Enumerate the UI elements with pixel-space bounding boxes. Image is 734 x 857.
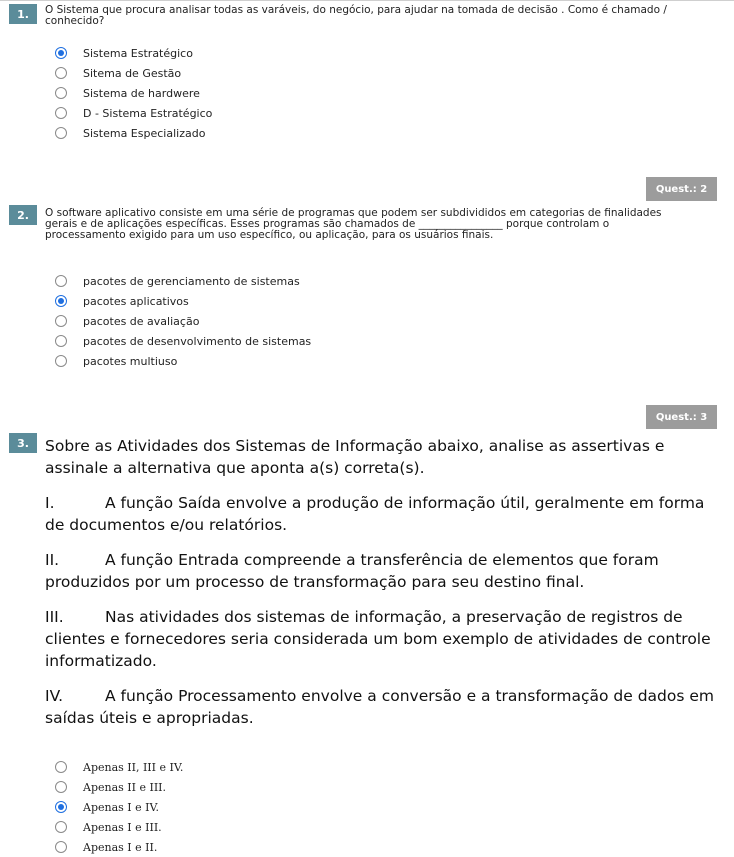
assertive-text: A função Processamento envolve a conversão e a transformação de dados em saídas úteis e apropriadas. (45, 687, 714, 727)
answer-option[interactable] (55, 780, 166, 794)
answer-option[interactable] (55, 820, 162, 834)
assertive-number: III. (45, 608, 64, 626)
quest-tag: Quest.: 2 (646, 177, 717, 201)
answer-option[interactable] (55, 46, 193, 60)
radio-button-checked[interactable] (55, 47, 67, 59)
answer-option-label[interactable]: Apenas I e II. (83, 840, 158, 854)
radio-button-checked[interactable] (55, 801, 67, 813)
answer-option[interactable] (55, 314, 199, 328)
radio-button[interactable] (55, 781, 67, 793)
assertive-text: A função Entrada compreende a transferência de elementos que foram produzidos por um processo de transformação para seu destino final. (45, 551, 659, 591)
question-text-line: O software aplicativo consiste em uma série de programas que podem ser subdivididos em categorias de finalidades (45, 207, 662, 219)
question-text-line: conhecido? (45, 15, 105, 27)
radio-button[interactable] (55, 335, 67, 347)
question-text (45, 5, 667, 27)
answer-option[interactable] (55, 86, 200, 100)
question-text (45, 208, 662, 241)
answer-option-label[interactable]: Sistema Especializado (83, 126, 206, 140)
assertive-item (45, 549, 716, 593)
quest-tag: Quest.: 3 (646, 405, 717, 429)
question-1-divider (0, 0, 734, 1)
answer-option-label[interactable]: pacotes de desenvolvimento de sistemas (83, 334, 312, 348)
answer-option[interactable] (55, 840, 157, 854)
question-text-line: processamento exigido para um uso específico, ou aplicação, para os usuários finais. (45, 229, 494, 241)
answer-option-label[interactable]: Apenas I e IV. (83, 800, 159, 814)
answer-option-label[interactable]: D - Sistema Estratégico (83, 106, 213, 120)
assertive-number: II. (45, 551, 60, 569)
radio-button[interactable] (55, 275, 67, 287)
assertive-item (45, 685, 716, 729)
answer-option[interactable] (55, 294, 189, 308)
assertive-number: I. (45, 494, 55, 512)
question-number: 2. (9, 205, 37, 225)
assertive-text: Nas atividades dos sistemas de informação, a preservação de registros de clientes e fornecedores seria considerada um bom exemplo de atividades de controle informatizado. (45, 608, 711, 670)
answer-option[interactable] (55, 354, 177, 368)
assertive-number: IV. (45, 687, 64, 705)
radio-button[interactable] (55, 821, 67, 833)
question-number: 1. (9, 4, 37, 24)
question-number: 3. (9, 433, 37, 453)
answer-option-label[interactable]: Sistema Estratégico (83, 46, 193, 60)
answer-option[interactable] (55, 126, 205, 140)
radio-button[interactable] (55, 761, 67, 773)
question-text-line: gerais e de aplicações específicas. Esses programas são chamados de ________________ porque controlam o (45, 218, 610, 230)
radio-button[interactable] (55, 87, 67, 99)
answer-option-label[interactable]: Apenas II, III e IV. (83, 760, 184, 774)
radio-button[interactable] (55, 841, 67, 853)
answer-option-label[interactable]: pacotes de avaliação (83, 314, 200, 328)
assertive-text: A função Saída envolve a produção de informação útil, geralmente em forma de documentos e/ou relatórios. (45, 494, 705, 534)
answer-option-label[interactable]: Sistema de hardwere (83, 86, 200, 100)
radio-button[interactable] (55, 67, 67, 79)
assertive-item (45, 492, 716, 536)
answer-option[interactable] (55, 760, 183, 774)
question-text-line: O Sistema que procura analisar todas as varáveis, do negócio, para ajudar na tomada de decisão . Como é chamado / (45, 4, 667, 16)
answer-option[interactable] (55, 334, 311, 348)
question-text (45, 435, 716, 742)
answer-option-label[interactable]: pacotes de gerenciamento de sistemas (83, 274, 300, 288)
radio-button-checked[interactable] (55, 295, 67, 307)
answer-option-label[interactable]: pacotes multiuso (83, 354, 178, 368)
assertive-item (45, 606, 716, 672)
answer-option-label[interactable]: Apenas I e III. (83, 820, 162, 834)
answer-option[interactable] (55, 106, 212, 120)
answer-option-label[interactable]: Apenas II e III. (83, 780, 167, 794)
radio-button[interactable] (55, 355, 67, 367)
radio-button[interactable] (55, 107, 67, 119)
answer-option[interactable] (55, 800, 159, 814)
answer-option[interactable] (55, 274, 300, 288)
answer-option[interactable] (55, 66, 181, 80)
radio-button[interactable] (55, 127, 67, 139)
answer-option-label[interactable]: pacotes aplicativos (83, 294, 189, 308)
answer-option-label[interactable]: Sitema de Gestão (83, 66, 182, 80)
question-intro: Sobre as Atividades dos Sistemas de Informação abaixo, analise as assertivas e assinale a alternativa que aponta a(s) correta(s). (45, 437, 665, 477)
radio-button[interactable] (55, 315, 67, 327)
